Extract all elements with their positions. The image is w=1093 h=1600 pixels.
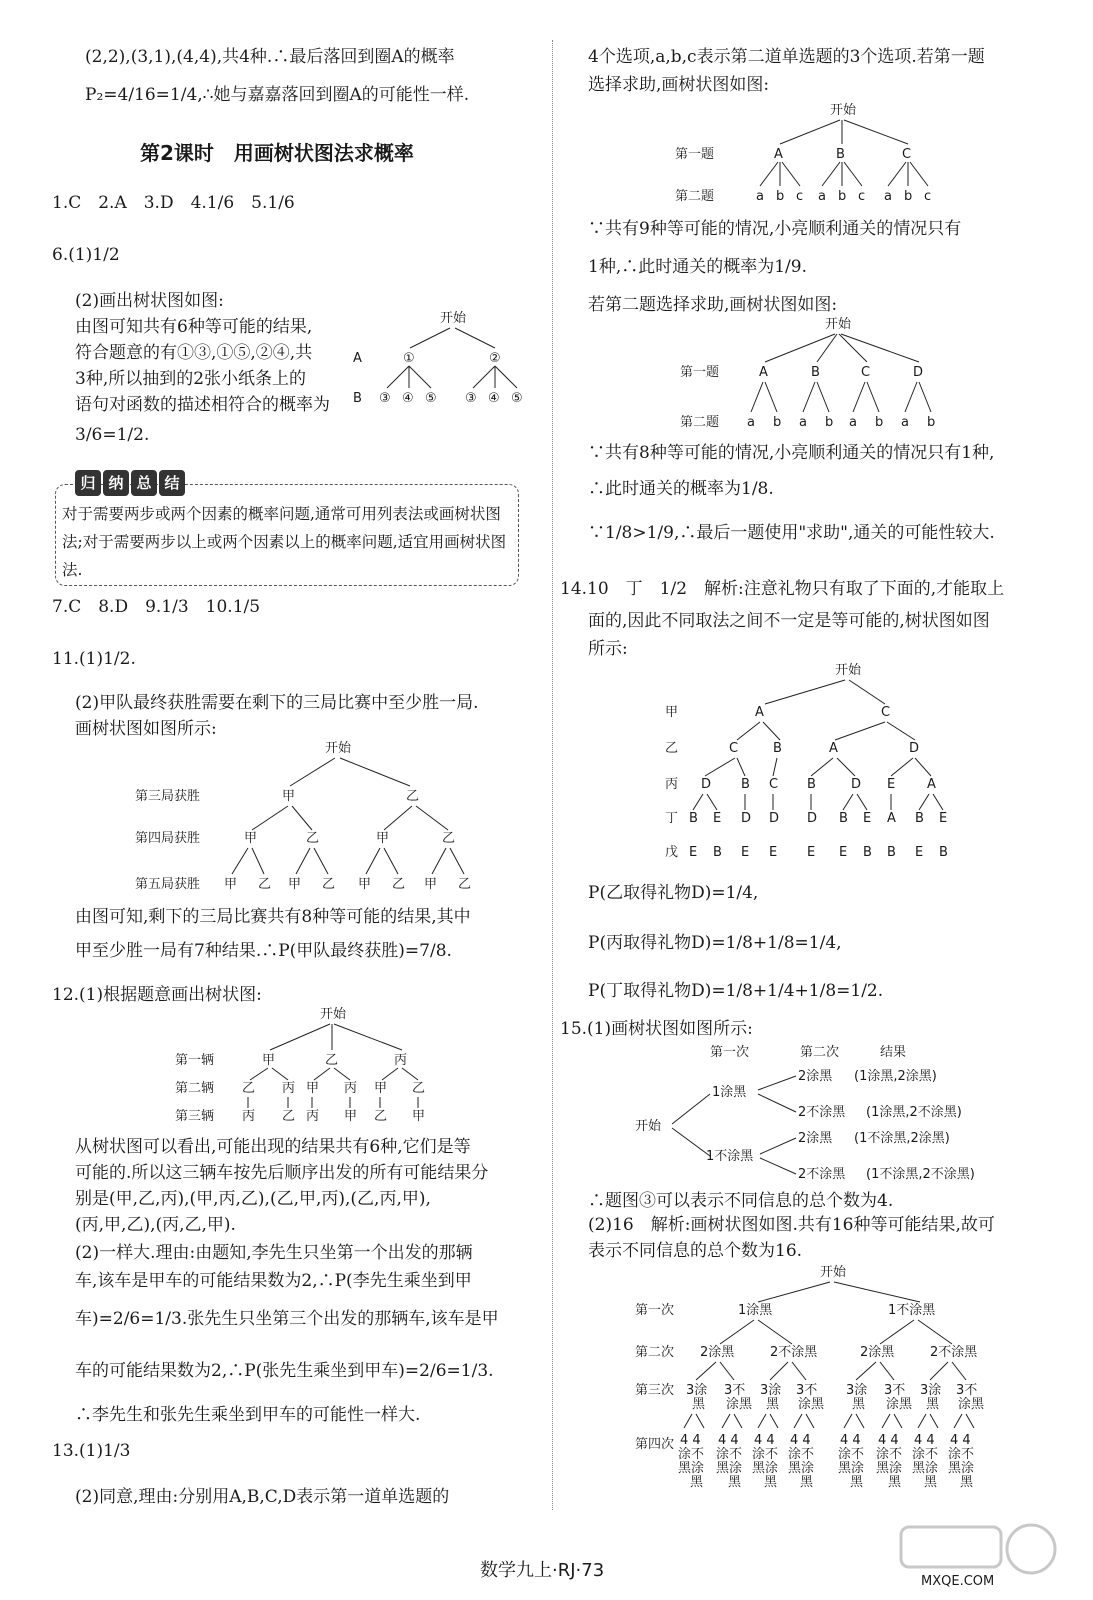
- tree-node: 甲: [376, 831, 390, 846]
- text-line: (2)画出树状图如图:: [75, 291, 224, 311]
- tree-node: c: [924, 189, 932, 204]
- tree-node: 丙: [242, 1109, 256, 1124]
- tree-node: ①: [403, 351, 415, 366]
- answer-line: 14.10 丁 1/2 解析:注意礼物只有取了下面的,才能取上: [560, 579, 1005, 599]
- tree-node: 开始: [320, 1007, 347, 1022]
- tree-node: 2不涂黑: [798, 1105, 846, 1120]
- tree-node: C: [881, 705, 891, 720]
- svg-text:黑涂: 黑涂: [838, 1461, 865, 1476]
- tree-node: B: [915, 811, 924, 826]
- text-line: 车)=2/6=1/3.张先生只坐第三个出发的那辆车,该车是甲: [75, 1309, 499, 1329]
- tree-header: 第二次: [800, 1045, 840, 1060]
- tree-node: 乙: [442, 831, 456, 846]
- tree-diagram-q6: [345, 308, 545, 418]
- tree-row-label: 第二题: [675, 189, 715, 204]
- tree-node: 2涂黑: [700, 1345, 735, 1360]
- svg-text:4 4: 4 4: [914, 1433, 935, 1448]
- tree-node: 2不涂黑: [770, 1345, 818, 1360]
- text-line: 甲至少胜一局有7种结果.∴P(甲队最终获胜)=7/8.: [75, 941, 452, 961]
- tree-node: B: [863, 845, 872, 860]
- text-line: P(乙取得礼物D)=1/4,: [588, 883, 759, 903]
- text-line: (2,2),(3,1),(4,4),共4种.∴最后落回到圈A的概率: [85, 47, 455, 67]
- tree-node: 乙: [325, 1053, 339, 1068]
- tree-node: 乙: [412, 1081, 426, 1096]
- tree-row-label: 丁: [665, 811, 679, 826]
- svg-text:黑: 黑: [800, 1475, 814, 1490]
- answer-line: 15.(1)画树状图如图所示:: [560, 1019, 753, 1039]
- svg-text:黑: 黑: [924, 1475, 938, 1490]
- text-line: 所示:: [588, 639, 628, 659]
- tree-node: C: [769, 777, 779, 792]
- tree-diagram-q13b: [675, 314, 995, 434]
- svg-text:4 4: 4 4: [718, 1433, 739, 1448]
- tree-node: 甲: [344, 1109, 358, 1124]
- tree-node: b: [927, 415, 936, 430]
- svg-text:3涂: 3涂: [686, 1383, 708, 1398]
- tree-diagram-q12: [170, 1004, 470, 1129]
- tree-node: 乙: [392, 877, 406, 892]
- text-line: P(丙取得礼物D)=1/8+1/8=1/4,: [588, 933, 842, 953]
- tree-node: 2涂黑: [798, 1131, 833, 1146]
- text-line: 别是(甲,乙,丙),(甲,丙,乙),(乙,甲,丙),(乙,丙,甲),: [75, 1189, 431, 1209]
- text-line: 3种,所以抽到的2张小纸条上的: [75, 369, 307, 389]
- text-line: ∴李先生和张先生乘坐到甲车的可能性一样大.: [75, 1405, 421, 1425]
- tree-row-label: 第二题: [680, 415, 720, 430]
- svg-text:涂黑: 涂黑: [726, 1397, 753, 1412]
- tree-node: 2不涂黑: [798, 1167, 846, 1182]
- tree-node: a: [901, 415, 909, 430]
- tree-row-label: 乙: [665, 741, 679, 756]
- text-line: 语句对函数的描述相符合的概率为: [75, 395, 330, 415]
- tree-node: A: [774, 147, 783, 162]
- text-line: 由图可知,剩下的三局比赛共有8种等可能的结果,其中: [75, 907, 471, 927]
- tree-node: B: [887, 845, 896, 860]
- svg-text:3涂: 3涂: [760, 1383, 782, 1398]
- tree-node: 2涂黑: [798, 1069, 833, 1084]
- tree-row-label: B: [353, 391, 362, 406]
- svg-text:3不: 3不: [796, 1383, 818, 1398]
- tree-row-label: 丙: [665, 777, 679, 792]
- svg-text:3不: 3不: [724, 1383, 746, 1398]
- svg-text:涂黑: 涂黑: [886, 1397, 913, 1412]
- tree-node: a: [799, 415, 807, 430]
- summary-tag: [75, 470, 185, 496]
- text-line: 符合题意的有①③,①⑤,②④,共: [75, 343, 313, 363]
- tree-node: 开始: [325, 741, 352, 756]
- tree-node: 甲: [288, 877, 302, 892]
- tree-node: 开始: [835, 663, 862, 678]
- tree-header: 结果: [880, 1045, 907, 1060]
- svg-text:涂不: 涂不: [678, 1447, 705, 1462]
- svg-text:4 4: 4 4: [950, 1433, 971, 1448]
- tree-node: b: [776, 189, 785, 204]
- tree-node: D: [909, 741, 920, 756]
- tree-node: E: [741, 845, 750, 860]
- text-line: 画树状图如图所示:: [75, 719, 217, 739]
- tree-node: 开始: [825, 317, 852, 332]
- tree-node: 丙: [394, 1053, 408, 1068]
- tree-node: a: [756, 189, 764, 204]
- tree-node: 乙: [406, 789, 420, 804]
- column-divider: [552, 40, 553, 1510]
- svg-text:黑: 黑: [888, 1475, 902, 1490]
- tree-row-label: 戊: [665, 845, 679, 860]
- text-line: (2)同意,理由:分别用A,B,C,D表示第一道单选题的: [75, 1487, 450, 1507]
- tree-row-label: 第二辆: [175, 1081, 215, 1096]
- tree-node: b: [904, 189, 913, 204]
- tree-node: D: [851, 777, 862, 792]
- tree-node: A: [829, 741, 838, 756]
- tree-node: c: [858, 189, 866, 204]
- svg-text:4 4: 4 4: [790, 1433, 811, 1448]
- tree-node: A: [887, 811, 896, 826]
- tree-row-label: 第一次: [635, 1303, 675, 1318]
- tree-node: E: [689, 845, 698, 860]
- tree-node: B: [713, 845, 722, 860]
- tree-node: B: [741, 777, 750, 792]
- text-line: 可能的.所以这三辆车按先后顺序出发的所有可能结果分: [75, 1163, 489, 1183]
- summary-text: 对于需要两步或两个因素的概率问题,通常可用列表法或画树状图法;对于需要两步以上或两个因素以上的概率问题,适宜用画树状图法.: [62, 505, 507, 579]
- svg-text:黑: 黑: [692, 1397, 706, 1412]
- tree-node: D: [741, 811, 752, 826]
- tree-node: ③: [379, 391, 391, 406]
- tree-row-label: 第一题: [675, 147, 715, 162]
- svg-text:黑涂: 黑涂: [678, 1461, 705, 1476]
- svg-text:黑涂: 黑涂: [716, 1461, 743, 1476]
- tree-node: 乙: [282, 1109, 296, 1124]
- svg-text:涂不: 涂不: [752, 1447, 779, 1462]
- svg-text:涂黑: 涂黑: [958, 1397, 985, 1412]
- tree-node: A: [927, 777, 936, 792]
- svg-text:黑: 黑: [850, 1475, 864, 1490]
- tree-node: B: [939, 845, 948, 860]
- svg-text:涂黑: 涂黑: [798, 1397, 825, 1412]
- tree-node: E: [769, 845, 778, 860]
- tree-row-label: 第三局获胜: [135, 789, 201, 804]
- text-line: 车,该车是甲车的可能结果数为2,∴P(李先生乘坐到甲: [75, 1271, 472, 1291]
- text-line: 选择求助,画树状图如图:: [588, 75, 770, 95]
- page-footer: 数学九上·RJ·73: [480, 1560, 605, 1581]
- text-line: 车的可能结果数为2,∴P(张先生乘坐到甲车)=2/6=1/3.: [75, 1361, 494, 1381]
- text-line: 表示不同信息的总个数为16.: [588, 1241, 803, 1261]
- answer-line: 1.C 2.A 3.D 4.1/6 5.1/6: [52, 193, 295, 213]
- tree-node: 2涂黑: [860, 1345, 895, 1360]
- section-title: 第2课时 用画树状图法求概率: [140, 141, 414, 165]
- tree-node: 丙: [282, 1081, 296, 1096]
- tree-node: D: [769, 811, 780, 826]
- svg-text:涂不: 涂不: [912, 1447, 939, 1462]
- tree-node: B: [689, 811, 698, 826]
- tree-row-label: 第三次: [635, 1383, 675, 1398]
- text-line: (2)一样大.理由:由题知,李先生只坐第一个出发的那辆: [75, 1243, 473, 1263]
- text-line: 1种,∴此时通关的概率为1/9.: [588, 257, 807, 277]
- tree-diagram-q15: [630, 1042, 1070, 1187]
- svg-text:黑涂: 黑涂: [876, 1461, 903, 1476]
- svg-text:涂不: 涂不: [716, 1447, 743, 1462]
- svg-text:黑: 黑: [960, 1475, 974, 1490]
- tree-node: 甲: [224, 877, 238, 892]
- svg-text:黑: 黑: [764, 1475, 778, 1490]
- tree-row-label: 第五局获胜: [135, 877, 201, 892]
- text-line: 面的,因此不同取法之间不一定是等可能的,树状图如图: [588, 611, 990, 631]
- tree-result: (1涂黑,2涂黑): [854, 1069, 937, 1084]
- svg-text:黑: 黑: [690, 1475, 704, 1490]
- answer-line: 11.(1)1/2.: [52, 649, 136, 669]
- tree-node: 甲: [282, 789, 296, 804]
- tree-node: 甲: [306, 1081, 320, 1096]
- text-line: ∵共有9种等可能的情况,小亮顺利通关的情况只有: [588, 219, 962, 239]
- text-line: 4个选项,a,b,c表示第二道单选题的3个选项.若第一题: [588, 47, 985, 67]
- tree-node: 1不涂黑: [888, 1303, 936, 1318]
- summary-tag-char: 纳: [103, 470, 129, 496]
- tree-node: E: [863, 811, 872, 826]
- svg-text:涂不: 涂不: [948, 1447, 975, 1462]
- text-line: 由图可知共有6种等可能的结果,: [75, 317, 313, 337]
- svg-text:黑: 黑: [926, 1397, 940, 1412]
- svg-text:黑: 黑: [852, 1397, 866, 1412]
- text-line: 若第二题选择求助,画树状图如图:: [588, 295, 838, 315]
- tree-node: 开始: [635, 1119, 662, 1134]
- tree-node: E: [713, 811, 722, 826]
- tree-node: b: [838, 189, 847, 204]
- text-line: 从树状图可以看出,可能出现的结果共有6种,它们是等: [75, 1137, 471, 1157]
- tree-node: 甲: [424, 877, 438, 892]
- tree-row-label: 第一辆: [175, 1053, 215, 1068]
- tree-node: 开始: [440, 311, 467, 326]
- svg-text:黑涂: 黑涂: [912, 1461, 939, 1476]
- text-line: P₂=4/16=1/4,∴她与嘉嘉落回到圈A的可能性一样.: [85, 85, 470, 105]
- tree-node: D: [807, 811, 818, 826]
- tree-node: A: [755, 705, 764, 720]
- tree-node: B: [807, 777, 816, 792]
- tree-node: E: [807, 845, 816, 860]
- tree-node: 丙: [306, 1109, 320, 1124]
- svg-text:黑: 黑: [728, 1475, 742, 1490]
- text-line: ∴题图③可以表示不同信息的总个数为4.: [588, 1191, 894, 1211]
- tree-node: a: [818, 189, 826, 204]
- tree-node: ④: [402, 391, 414, 406]
- tree-node: E: [839, 845, 848, 860]
- tree-node: 甲: [412, 1109, 426, 1124]
- tree-node: 乙: [306, 831, 320, 846]
- tree-row-label: A: [353, 351, 362, 366]
- summary-tag-char: 归: [75, 470, 101, 496]
- svg-text:黑: 黑: [766, 1397, 780, 1412]
- tree-node: 1不涂黑: [706, 1149, 754, 1164]
- tree-row-label: 甲: [665, 705, 679, 720]
- svg-text:黑涂: 黑涂: [948, 1461, 975, 1476]
- tree-node: 乙: [458, 877, 472, 892]
- svg-text:涂不: 涂不: [788, 1447, 815, 1462]
- svg-text:3涂: 3涂: [920, 1383, 942, 1398]
- svg-text:4 4: 4 4: [840, 1433, 861, 1448]
- tree-node: C: [729, 741, 739, 756]
- tree-node: c: [796, 189, 804, 204]
- text-line: P(丁取得礼物D)=1/8+1/4+1/8=1/2.: [588, 981, 884, 1001]
- tree-node: B: [773, 741, 782, 756]
- svg-text:黑涂: 黑涂: [788, 1461, 815, 1476]
- tree-header: 第一次: [710, 1045, 750, 1060]
- svg-text:3不: 3不: [956, 1383, 978, 1398]
- tree-node: b: [875, 415, 884, 430]
- tree-node: ②: [489, 351, 501, 366]
- tree-node: ④: [488, 391, 500, 406]
- svg-text:MXQE.COM: MXQE.COM: [921, 1574, 995, 1589]
- tree-row-label: 第四次: [635, 1437, 675, 1452]
- svg-text:涂不: 涂不: [838, 1447, 865, 1462]
- tree-node: 乙: [242, 1081, 256, 1096]
- answer-line: 13.(1)1/3: [52, 1441, 131, 1461]
- tree-node: a: [884, 189, 892, 204]
- tree-row-label: 第三辆: [175, 1109, 215, 1124]
- svg-text:黑涂: 黑涂: [752, 1461, 779, 1476]
- svg-text:3不: 3不: [884, 1383, 906, 1398]
- tree-node: a: [849, 415, 857, 430]
- tree-node: B: [836, 147, 845, 162]
- tree-node: a: [747, 415, 755, 430]
- tree-node: B: [839, 811, 848, 826]
- tree-node: A: [759, 365, 768, 380]
- svg-text:3涂: 3涂: [846, 1383, 868, 1398]
- svg-text:4 4: 4 4: [754, 1433, 775, 1448]
- tree-node: B: [811, 365, 820, 380]
- tree-node: 甲: [374, 1081, 388, 1096]
- text-line: (丙,甲,乙),(丙,乙,甲).: [75, 1215, 236, 1235]
- answer-line: 6.(1)1/2: [52, 245, 120, 265]
- tree-node: ⑤: [511, 391, 523, 406]
- tree-row-label: 第四局获胜: [135, 831, 201, 846]
- tree-node: 开始: [830, 103, 857, 118]
- tree-node: E: [887, 777, 896, 792]
- tree-node: 开始: [820, 1265, 847, 1280]
- summary-tag-char: 结: [159, 470, 185, 496]
- tree-node: E: [939, 811, 948, 826]
- tree-diagram-q15-2: [630, 1262, 1060, 1494]
- tree-node: 1涂黑: [738, 1303, 773, 1318]
- tree-node: E: [915, 845, 924, 860]
- tree-result: (1不涂黑,2涂黑): [854, 1131, 950, 1146]
- tree-node: 丙: [344, 1081, 358, 1096]
- tree-node: 乙: [374, 1109, 388, 1124]
- text-line: ∴此时通关的概率为1/8.: [588, 479, 774, 499]
- text-line: (2)16 解析:画树状图如图.共有16种等可能结果,故可: [588, 1215, 995, 1235]
- tree-node: b: [773, 415, 782, 430]
- watermark-logo: [881, 1517, 1081, 1592]
- tree-diagram-q14: [645, 660, 1065, 870]
- tree-node: 甲: [262, 1053, 276, 1068]
- tree-diagram-q11: [130, 738, 510, 898]
- tree-node: 1涂黑: [712, 1085, 747, 1100]
- text-line: ∵1/8>1/9,∴最后一题使用"求助",通关的可能性较大.: [588, 523, 995, 543]
- tree-node: D: [701, 777, 712, 792]
- tree-row-label: 第一题: [680, 365, 720, 380]
- tree-result: (1涂黑,2不涂黑): [866, 1105, 962, 1120]
- tree-node: 甲: [358, 877, 372, 892]
- tree-node: ⑤: [425, 391, 437, 406]
- answer-line: 7.C 8.D 9.1/3 10.1/5: [52, 597, 261, 617]
- tree-node: 乙: [322, 877, 336, 892]
- tree-row-label: 第二次: [635, 1345, 675, 1360]
- answer-line: 12.(1)根据题意画出树状图:: [52, 985, 262, 1005]
- tree-node: 甲: [244, 831, 258, 846]
- svg-text:涂不: 涂不: [876, 1447, 903, 1462]
- summary-tag-char: 总: [131, 470, 157, 496]
- tree-node: D: [913, 365, 924, 380]
- text-line: ∵共有8种等可能的情况,小亮顺利通关的情况只有1种,: [588, 443, 995, 463]
- text-line: (2)甲队最终获胜需要在剩下的三局比赛中至少胜一局.: [75, 693, 479, 713]
- tree-node: 2不涂黑: [930, 1345, 978, 1360]
- svg-text:4 4: 4 4: [680, 1433, 701, 1448]
- tree-diagram-q13a: [670, 100, 970, 210]
- tree-node: ③: [465, 391, 477, 406]
- tree-node: C: [902, 147, 912, 162]
- svg-text:4 4: 4 4: [878, 1433, 899, 1448]
- tree-result: (1不涂黑,2不涂黑): [866, 1167, 975, 1182]
- tree-node: b: [825, 415, 834, 430]
- tree-node: C: [861, 365, 871, 380]
- tree-node: 乙: [258, 877, 272, 892]
- text-line: 3/6=1/2.: [75, 425, 150, 445]
